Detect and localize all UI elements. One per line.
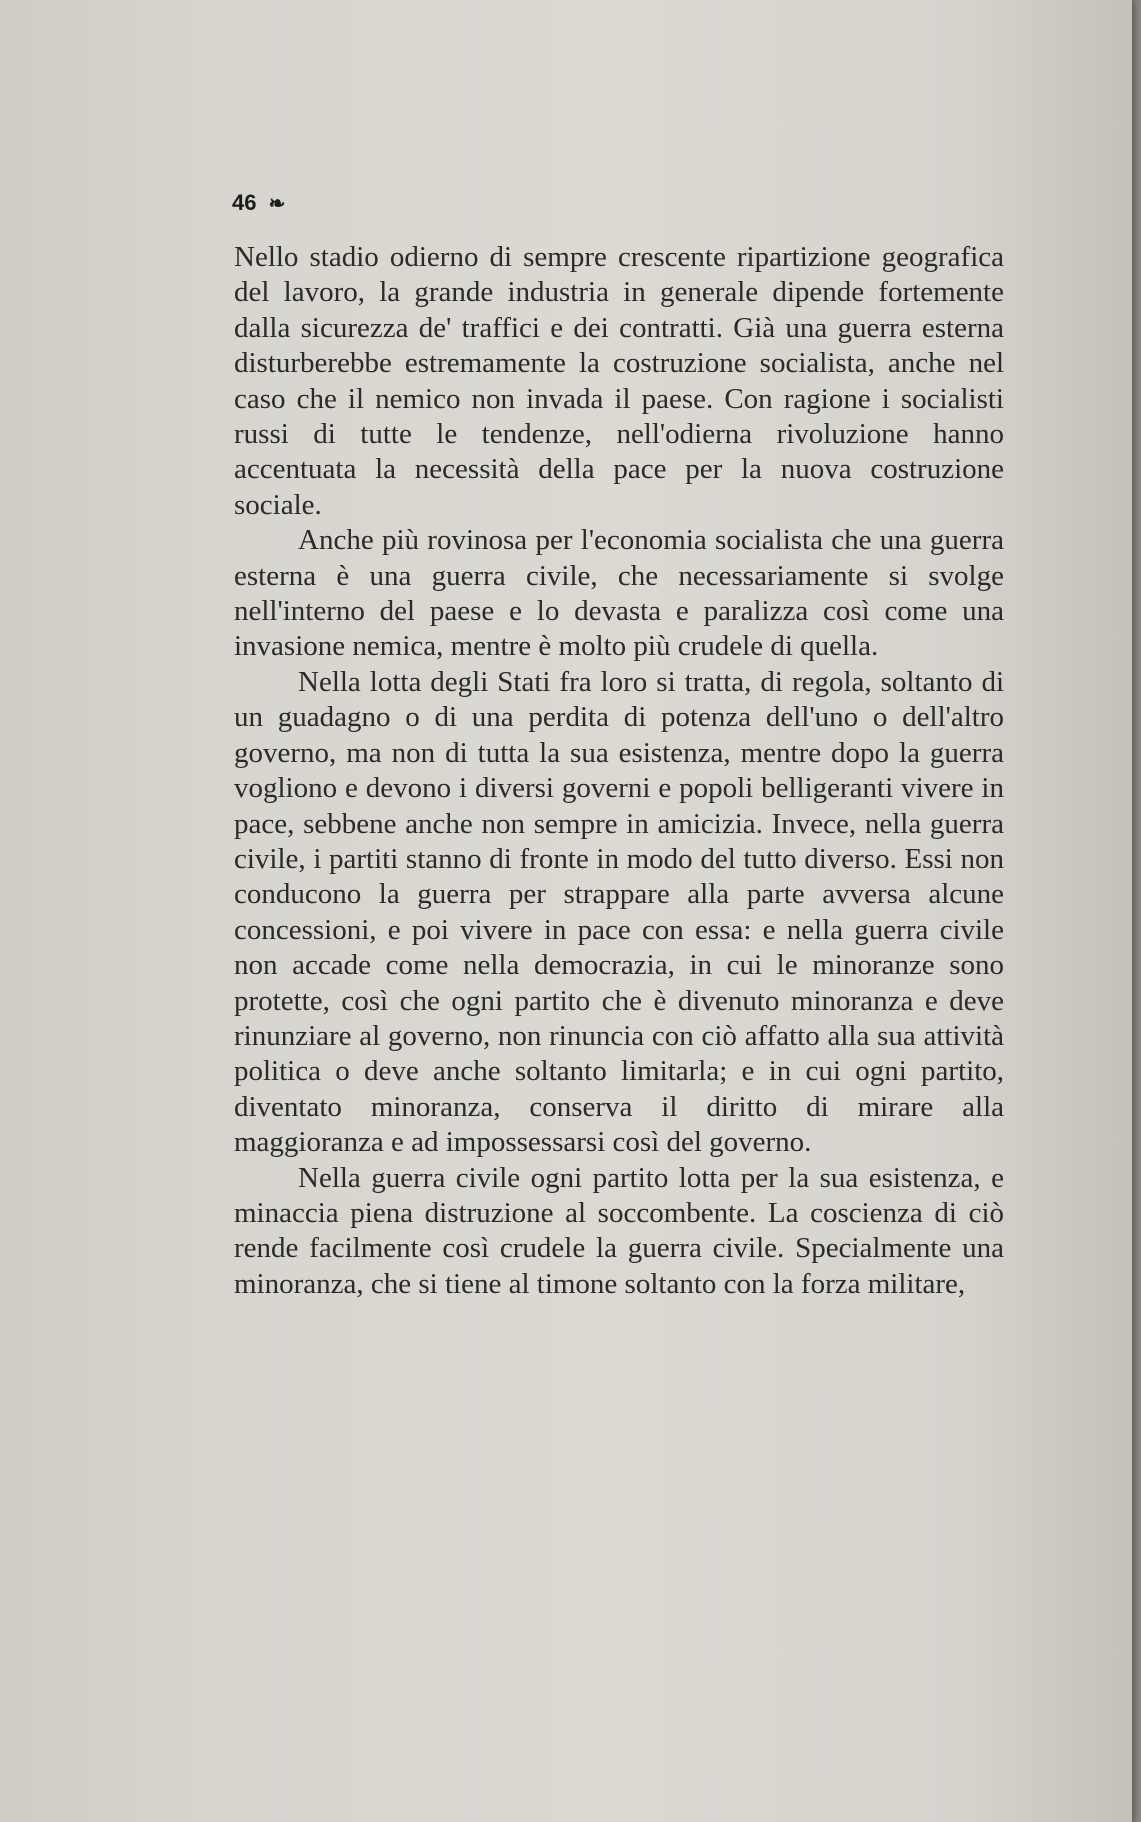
paragraph: Nella lotta degli Stati fra loro si tratta, di regola, soltanto di un guadagno o di una perdita di potenza dell'uno o dell'altro governo, ma non di tutta la sua esistenza, mentre dopo la guerra vogliono e devono i diversi governi e popoli belligeranti vivere in pace, sebbene anche non sempre in amicizia. Invece, nella guerra civile, i partiti stanno di fronte in modo del tutto diverso. Essi non conducono la guerra per strappare alla parte avversa alcune concessioni, e poi vivere in pace con essa: e nella guerra civile non accade come nella democrazia, in cui le minoranze sono protette, così che ogni partito che è divenuto minoranza e deve rinunziare al governo, non rinuncia con ciò affatto alla sua attività politica o deve anche soltanto limitarla; e in cui ogni partito, diventato minoranza, conserva il diritto di mirare alla maggioranza e ad impossessarsi così del governo.: [234, 665, 1004, 1159]
paragraph: Anche più rovinosa per l'economia socialista che una guerra esterna è una guerra civile, che necessariamente si svolge nell'interno del paese e lo devasta e paralizza così come una invasione nemica, mentre è molto più crudele di quella.: [234, 524, 1004, 663]
paragraph: Nella guerra civile ogni partito lotta per la sua esistenza, e minaccia piena distruzione al soccombente. La coscienza di ciò rende facilmente così crudele la guerra civile. Specialmente una minoranza, che si tiene al timone soltanto con la forza militare,: [234, 1161, 1004, 1300]
page-number: 46: [232, 190, 257, 215]
ornament-icon: ❧: [268, 193, 286, 215]
body-text: [234, 240, 1004, 1302]
page-header: [232, 190, 285, 216]
paragraph: Nello stadio odierno di sempre crescente ripartizione geografica del lavoro, la grande industria in generale dipende fortemente dalla sicurezza de' traffici e dei contratti. Già una guerra esterna disturberebbe estremamente la costruzione socialista, anche nel caso che il nemico non invada il paese. Con ragione i socialisti russi di tutte le tendenze, nell'odierna rivoluzione hanno accentuata la necessità della pace per la nuova costruzione sociale.: [234, 241, 1004, 521]
